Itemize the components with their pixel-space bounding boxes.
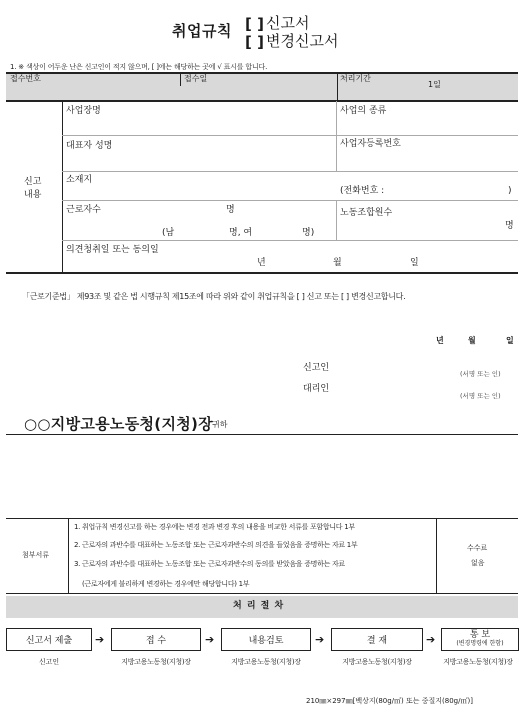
gender-open: (남 [162,228,175,238]
fee-label: 수수료 [467,544,488,552]
phone-label: (전화번호 : [340,186,385,196]
section-label-content: 내용 [24,190,42,200]
date-day: 일 [506,336,514,345]
arrow-right-icon: ➔ [426,633,436,646]
step-review-label: 내용검토 [248,636,284,646]
step-receive [111,628,201,651]
representative-name-label: 대표자 성명 [66,141,113,151]
step-submit-label: 신고서 제출 [25,636,73,646]
fee-value: 없음 [471,559,485,567]
opinion-year: 년 [257,258,266,268]
step-review [221,628,311,651]
attachments-label: 첨부서류 [22,551,50,559]
attachment-item-1: 1. 취업규칙 변경신고를 하는 경우에는 변경 전과 변경 후의 내용을 비교한 서류를 포함합니다 1부 [74,523,355,531]
agent-label: 대리인 [303,384,330,394]
paper-spec-footer: 210㎜×297㎜[백상지(80g/㎡) 또는 중질지(80g/㎡)] [306,697,473,705]
opinion-date-label: 의견청취일 또는 동의일 [66,245,159,255]
step-notify-label: 통 보 [469,630,491,641]
agent-signature[interactable]: (서명 또는 인) [460,392,501,400]
workers-unit: 명 [226,205,235,215]
male-unit: 명, 여 [229,228,253,238]
date-month: 월 [468,336,476,345]
arrow-right-icon: ➔ [205,633,215,646]
female-unit: 명) [302,228,315,238]
option-change-report: 변경신고서 [266,32,339,50]
step-submit [6,628,92,651]
business-registration-label: 사업자등록번호 [340,139,401,149]
receipt-row [6,72,518,100]
reporter-signature[interactable]: (서명 또는 인) [460,370,501,378]
workplace-name-label: 사업장명 [66,106,101,116]
instruction-note: 1. ※ 색상이 어두운 난은 신고인이 적지 않으며, [ ]에는 해당하는 곳에 √ 표시를 합니다. [10,63,268,71]
option-report: 신고서 [266,14,310,32]
receipt-date-label: 접수일 [184,74,208,83]
step-notify-sublabel: (변경명령에 한함) [456,640,504,648]
attachment-item-3-cont: (근로자에게 불리하게 변경하는 경우에만 해당합니다) 1부 [82,580,250,588]
union-unit: 명 [505,221,514,231]
step-submit-actor: 신고인 [38,658,60,666]
step-receive-label: 접 수 [145,636,167,646]
form-title: 취업규칙 [172,22,232,40]
processing-period-value: 1일 [428,80,441,89]
section-label-report: 신고 [24,177,42,187]
addressee-agency: ○○지방고용노동청(지청)장 [24,415,213,433]
reporter-label: 신고인 [303,363,330,373]
procedure-title: 처 리 절 차 [233,601,285,611]
step-approve-label: 결 재 [366,636,388,646]
step-approve-actor: 지방고용노동청(지청)장 [342,658,412,666]
phone-close: ) [508,186,512,196]
checkbox-change-report[interactable]: [ ] [245,33,264,51]
step-review-actor: 지방고용노동청(지청)장 [231,658,301,666]
receipt-number-label: 접수번호 [10,74,41,83]
attachment-item-3: 3. 근로자의 과반수를 대표하는 노동조합 또는 근로자과반수의 동의를 받았음을 증명하는 자료 [74,560,345,568]
arrow-right-icon: ➔ [315,633,325,646]
processing-period-label: 처리기간 [340,74,371,83]
declaration-text: 「근로기준법」 제93조 및 같은 법 시행규칙 제15조에 따라 위와 같이 취업규칙을 [ ] 신고 또는 [ ] 변경신고합니다. [22,292,406,301]
arrow-right-icon: ➔ [95,633,105,646]
step-approve [331,628,423,651]
opinion-day: 일 [410,258,419,268]
workers-count-label: 근로자수 [66,205,101,215]
step-notify [441,628,519,651]
address-label: 소재지 [66,175,93,185]
business-type-label: 사업의 종류 [340,106,387,116]
union-members-label: 노동조합원수 [340,208,393,218]
attachment-item-2: 2. 근로자의 과반수를 대표하는 노동조합 또는 근로자과반수의 의견을 들었음을 증명하는 자료 1부 [74,541,358,549]
date-year: 년 [436,336,444,345]
addressee-honorific: 귀하 [212,420,228,429]
checkbox-report[interactable]: [ ] [245,15,264,33]
opinion-month: 월 [333,258,342,268]
step-receive-actor: 지방고용노동청(지청)장 [121,658,191,666]
step-notify-actor: 지방고용노동청(지청)장 [443,658,513,666]
